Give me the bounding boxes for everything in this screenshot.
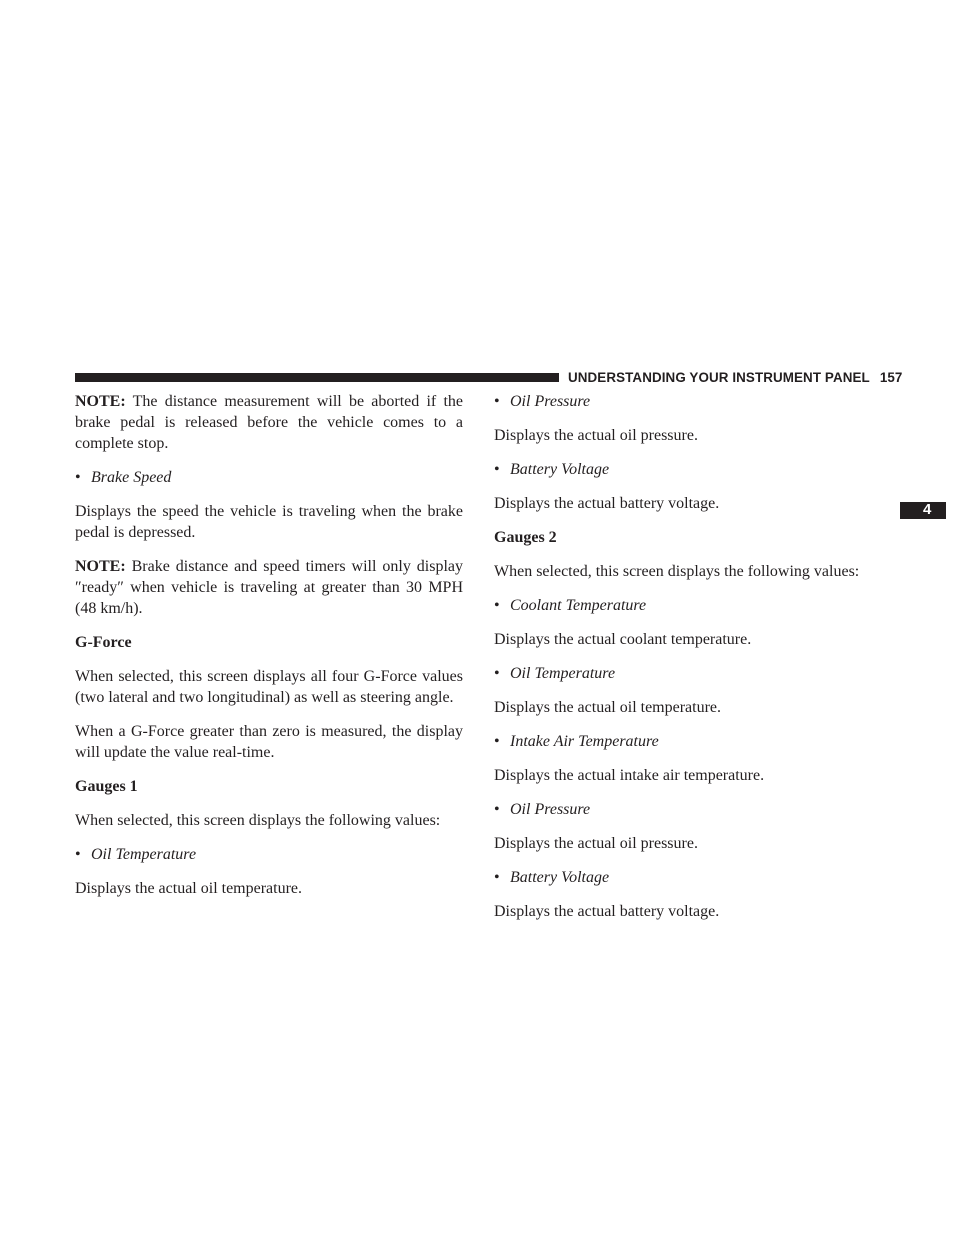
list-item-oil-pressure: • Oil Pressure xyxy=(494,393,591,410)
oil-temperature-description: Displays the actual oil temperature. xyxy=(494,699,722,716)
note-label: NOTE: xyxy=(75,393,126,410)
note-text: The distance measurement will be aborted if the brake pedal is released before the vehicle comes to a complete stop. xyxy=(75,393,463,452)
header-rule xyxy=(75,373,559,382)
list-item-coolant-temperature: • Coolant Temperature xyxy=(494,597,647,614)
oil-temperature-description: Displays the actual oil temperature. xyxy=(75,880,303,897)
bullet-icon: • xyxy=(494,461,500,478)
coolant-temperature-description: Displays the actual coolant temperature. xyxy=(494,631,752,648)
bullet-icon: • xyxy=(494,665,500,682)
gauges-1-description: When selected, this screen displays the following values: xyxy=(75,812,441,829)
chapter-number: 4 xyxy=(923,501,932,518)
note-timers-ready xyxy=(75,556,463,619)
heading-g-force: G-Force xyxy=(75,634,132,651)
heading-gauges-2: Gauges 2 xyxy=(494,529,557,546)
bullet-icon: • xyxy=(494,801,500,818)
running-header xyxy=(568,369,902,387)
list-item-battery-voltage: • Battery Voltage xyxy=(494,869,610,886)
oil-pressure-description: Displays the actual oil pressure. xyxy=(494,835,698,852)
g-force-description: When selected, this screen displays all four G-Force values (two lateral and two longitudinal) as well as steering angle. xyxy=(75,668,463,706)
page-number: 157 xyxy=(879,370,903,385)
oil-pressure-description: Displays the actual oil pressure. xyxy=(494,427,698,444)
heading-gauges-1: Gauges 1 xyxy=(75,778,138,795)
gauges-2-description: When selected, this screen displays the following values: xyxy=(494,563,860,580)
note-text: Brake distance and speed timers will only display ″ready″ when vehicle is traveling at greater than 30 MPH (48 km/h). xyxy=(75,558,463,617)
intake-air-temperature-description: Displays the actual intake air temperature. xyxy=(494,767,765,784)
list-item-oil-pressure: • Oil Pressure xyxy=(494,801,591,818)
bullet-icon: • xyxy=(494,869,500,886)
list-item-oil-temperature: • Oil Temperature xyxy=(494,665,616,682)
bullet-icon: • xyxy=(494,597,500,614)
right-column xyxy=(494,391,884,935)
bullet-icon: • xyxy=(494,393,500,410)
list-item-brake-speed: • Brake Speed xyxy=(75,469,172,486)
battery-voltage-description: Displays the actual battery voltage. xyxy=(494,903,720,920)
section-title: UNDERSTANDING YOUR INSTRUMENT PANEL xyxy=(568,370,870,385)
bullet-icon: • xyxy=(75,846,81,863)
note-distance-abort xyxy=(75,391,463,454)
bullet-icon: • xyxy=(494,733,500,750)
bullet-icon: • xyxy=(75,469,81,486)
note-label: NOTE: xyxy=(75,558,126,575)
list-item-oil-temperature: • Oil Temperature xyxy=(75,846,197,863)
list-item-intake-air-temperature: • Intake Air Temperature xyxy=(494,733,659,750)
battery-voltage-description: Displays the actual battery voltage. xyxy=(494,495,720,512)
list-item-battery-voltage: • Battery Voltage xyxy=(494,461,610,478)
g-force-update-description: When a G-Force greater than zero is measured, the display will update the value real-time. xyxy=(75,723,463,761)
brake-speed-description: Displays the speed the vehicle is traveling when the brake pedal is depressed. xyxy=(75,503,463,541)
left-column xyxy=(75,391,463,912)
